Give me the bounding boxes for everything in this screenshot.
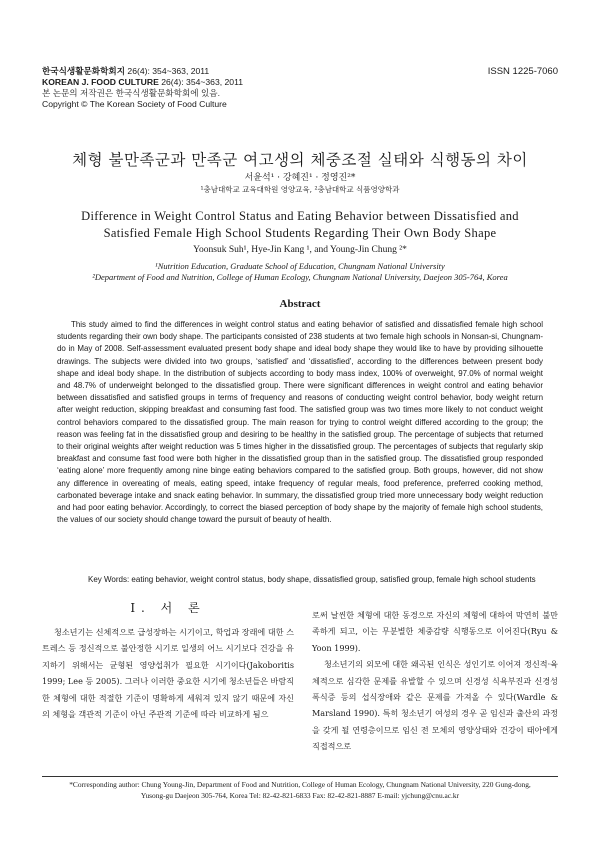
keywords xyxy=(88,574,548,586)
keywords-list: eating behavior, weight control status, body shape, dissatisfied group, satisfied group, female high school students xyxy=(129,575,536,584)
journal-volume-en: 26(4): 354~363, 2011 xyxy=(158,77,243,87)
corresponding-author-footnote xyxy=(42,780,558,801)
authors-korean: 서윤석¹ · 강혜진¹ · 정영진²* xyxy=(244,173,356,183)
affiliation-english xyxy=(20,261,580,283)
copyright: Copyright © The Korean Society of Food Culture xyxy=(42,99,227,109)
footnote-line-1: *Corresponding author: Chung Young-Jin, Department of Food and Nutrition, College of Human Ecology, Chungnam National University, 220 Gung-dong, xyxy=(69,780,531,789)
abstract-heading: Abstract xyxy=(279,298,321,310)
footnote-divider xyxy=(42,776,558,777)
journal-name-en: KOREAN J. FOOD CULTURE xyxy=(42,77,159,87)
intro-paragraph-2: 청소년기의 외모에 대한 왜곡된 인식은 성인기로 이어져 정신적·육체적으로 심각한 문제를 유발할 수 있으며 신경성 식욕부진과 신경성 폭식증 등의 섭식장애와 같은 문제를 가져올 수 있다(Wardle & Marsland 1990). 특히 청소년기 여성의 경우 곧 임신과 출산의 과정을 갖게 될 연령층이므로 임신 전 모체의 영양상태와 건강이 태아에게 직접적으로 xyxy=(312,659,558,752)
intro-paragraph-1: 청소년기는 신체적으로 급성장하는 시기이고, 학업과 장래에 대한 스트레스 등 정신적으로 불안정한 시기로 일생의 어느 시기보다 건강을 유지하기 위해서는 균형된 영양섭취가 필요한 시기이다(Jakoboritis 1999; Lee 등 2005). 그러나 이러한 중요한 시기에 청소년들은 바람직한 체형에 대한 적절한 기준이 명확하게 세워져 있지 않기 때문에 자신의 체형을 객관적 기준이 아닌 주관적 기준에 따라 비교하게 됨으 xyxy=(42,627,294,720)
journal-volume-ko: 26(4): 354~363, 2011 xyxy=(125,66,210,76)
title-english-line2: Satisfied Female High School Students Regarding Their Own Body Shape xyxy=(103,226,497,240)
footnote-line-2: Yusong-gu Daejeon 305-764, Korea Tel: 82-42-821-6833 Fax: 82-42-821-8887 E-mail: yjchung@cnu.ac.kr xyxy=(140,790,460,800)
authors-english: Yoonsuk Suh¹, Hye-Jin Kang ¹, and Young-Jin Chung ²* xyxy=(193,245,407,255)
journal-header xyxy=(42,66,243,110)
abstract-body: This study aimed to find the differences in weight control status and eating behavior of satisfied and dissatisfied female high school students regarding their own body shape. The participants consisted of 238 students at two female high schools in Nonsan-si, Chungnam-do in May of 2008. Self-assessment evaluated present body shape and ideal body shape they would like to have by providing silhouette drawings. The subjects were divided into two groups, ‘satisfied’ and ‘dissatisfied’, according to the differences between present body shape and ideal body shape. In the distribution of subjects according to body mass index, 100% of overweight, 97.0% of normal weight and 48.7% of underweight belonged to the dissatisfied group. There were significant differences in weight control and eating behavior between dissatisfied and satisfied groups in terms of frequency and reasons of conducting weight control behavior, body weight return after weight reduction, skipping breakfast and consuming fast food. The satisfied group was two times more likely to not conduct weight control behaviors compared to the dissatisfied group. The main reason for trying to control weight differed according to the group; the reason was feeling fat in the dissatisfied group and desiring to be healthy in the satisfied group. The percentage of subjects that returned to their original weights after weight reduction was 5 times higher in the dissatisfied group. The percentages of subjects that regularly skip breakfast and consume fast food were both higher in the dissatisfied group than in the satisfied group. The dissatisfied group responded ‘eating alone’ more frequently among nine binge eating behaviors compared to the satisfied group. Both groups, however, did not show any difference in overeating of meals, eating speed, intake frequency of regular meals, food preference, preferred cooking method, carbonated beverage intake and snack eating behavior. In summary, the dissatisfied group tried more unnecessary body weight reduction and had poor eating behavior. Accordingly, to correct the biased perception of body shape by the majority of female high school students, the values of our society should change toward the pursuit of beauty of health. xyxy=(57,320,543,525)
body-right-column xyxy=(312,607,558,755)
section-heading-introduction: Ⅰ. 서 론 xyxy=(130,601,206,615)
title-english xyxy=(50,208,550,242)
body-left-column xyxy=(42,624,294,722)
affiliation-english-2: ²Department of Food and Nutrition, College of Human Ecology, Chungnam National University, Daejeon 305-764, Korea xyxy=(92,272,508,282)
journal-name-ko: 한국식생활문화학회지 xyxy=(42,66,126,76)
affiliation-korean: ¹충남대학교 교육대학원 영양교육, ²충남대학교 식품영양학과 xyxy=(200,185,400,194)
keywords-label: Key Words: xyxy=(88,575,130,584)
copyright-note: 본 논문의 저작권은 한국식생활문화학회에 있음. xyxy=(42,88,220,98)
title-korean: 체형 불만족군과 만족군 여고생의 체중조절 실태와 식행동의 차이 xyxy=(72,151,528,169)
title-english-line1: Difference in Weight Control Status and Eating Behavior between Dissatisfied and xyxy=(81,209,519,223)
affiliation-english-1: ¹Nutrition Education, Graduate School of Education, Chungnam National University xyxy=(155,261,445,271)
intro-paragraph-1-continued: 로써 날씬한 체형에 대한 동경으로 자신의 체형에 대하여 막연히 불만족하게 되고, 이는 무분별한 체중감량 식행동으로 이어진다(Ryu & Yoon 1999). xyxy=(312,610,558,653)
issn: ISSN 1225-7060 xyxy=(487,66,558,77)
